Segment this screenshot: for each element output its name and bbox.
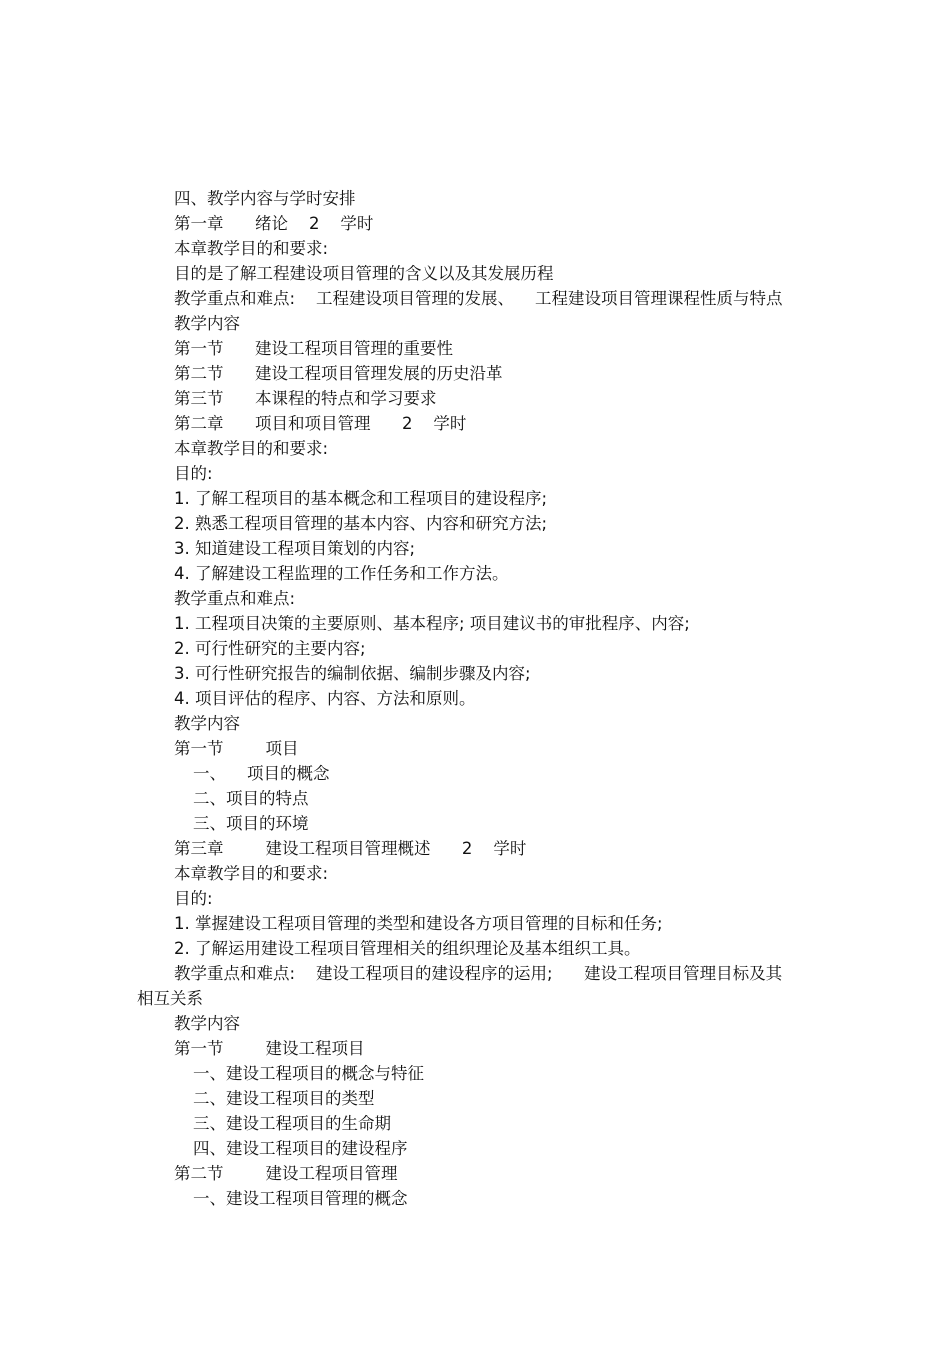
- chapter-1-section-2: 第二节 建设工程项目管理发展的历史沿革: [174, 364, 503, 383]
- chapter-3-subsection: 一、建设工程项目管理的概念: [193, 1189, 408, 1208]
- chapter-3-subsection: 一、建设工程项目的概念与特征: [193, 1064, 424, 1083]
- chapter-3-heading: 第三章 建设工程项目管理概述 2 学时: [174, 839, 527, 858]
- chapter-3-section-1: 第一节 建设工程项目: [174, 1039, 365, 1058]
- chapter-2-goals-label: 本章教学目的和要求:: [174, 439, 329, 458]
- chapter-1-goal-text: 目的是了解工程建设项目管理的含义以及其发展历程: [174, 264, 554, 283]
- chapter-2-subsection: 一、 项目的概念: [193, 764, 330, 783]
- chapter-2-goal-item: 1. 了解工程项目的基本概念和工程项目的建设程序;: [174, 489, 548, 508]
- chapter-1-content-label: 教学内容: [174, 314, 240, 333]
- chapter-3-goals-label: 本章教学目的和要求:: [174, 864, 329, 883]
- chapter-3-goal-item: 2. 了解运用建设工程项目管理相关的组织理论及基本组织工具。: [174, 939, 641, 958]
- chapter-2-section-1: 第一节 项目: [174, 739, 299, 758]
- chapter-2-key-point-item: 2. 可行性研究的主要内容;: [174, 639, 366, 658]
- chapter-2-key-point-item: 4. 项目评估的程序、内容、方法和原则。: [174, 689, 476, 708]
- chapter-3-key-points: 教学重点和难点: 建设工程项目的建设程序的运用; 建设工程项目管理目标及其: [174, 964, 783, 983]
- chapter-3-key-points-continued: 相互关系: [137, 989, 203, 1008]
- chapter-1-goals-label: 本章教学目的和要求:: [174, 239, 329, 258]
- section-heading: 四、教学内容与学时安排: [174, 189, 356, 208]
- chapter-2-goal-label: 目的:: [174, 464, 213, 483]
- chapter-1-heading: 第一章 绪论 2 学时: [174, 214, 374, 233]
- chapter-3-subsection: 四、建设工程项目的建设程序: [193, 1139, 408, 1158]
- chapter-1-section-1: 第一节 建设工程项目管理的重要性: [174, 339, 453, 358]
- chapter-2-goal-item: 3. 知道建设工程项目策划的内容;: [174, 539, 416, 558]
- chapter-3-goal-item: 1. 掌握建设工程项目管理的类型和建设各方项目管理的目标和任务;: [174, 914, 663, 933]
- chapter-2-subsection: 三、项目的环境: [193, 814, 309, 833]
- chapter-2-goal-item: 2. 熟悉工程项目管理的基本内容、内容和研究方法;: [174, 514, 548, 533]
- chapter-2-key-point-item: 3. 可行性研究报告的编制依据、编制步骤及内容;: [174, 664, 531, 683]
- chapter-3-section-2: 第二节 建设工程项目管理: [174, 1164, 398, 1183]
- chapter-2-subsection: 二、项目的特点: [193, 789, 309, 808]
- chapter-2-content-label: 教学内容: [174, 714, 240, 733]
- chapter-3-content-label: 教学内容: [174, 1014, 240, 1033]
- chapter-2-heading: 第二章 项目和项目管理 2 学时: [174, 414, 467, 433]
- chapter-3-subsection: 二、建设工程项目的类型: [193, 1089, 375, 1108]
- chapter-2-key-point-item: 1. 工程项目决策的主要原则、基本程序; 项目建议书的审批程序、内容;: [174, 614, 690, 633]
- chapter-1-key-points: 教学重点和难点: 工程建设项目管理的发展、 工程建设项目管理课程性质与特点: [174, 289, 783, 308]
- chapter-2-key-points-label: 教学重点和难点:: [174, 589, 296, 608]
- chapter-3-goal-label: 目的:: [174, 889, 213, 908]
- chapter-1-section-3: 第三节 本课程的特点和学习要求: [174, 389, 437, 408]
- chapter-3-subsection: 三、建设工程项目的生命期: [193, 1114, 391, 1133]
- chapter-2-goal-item: 4. 了解建设工程监理的工作任务和工作方法。: [174, 564, 509, 583]
